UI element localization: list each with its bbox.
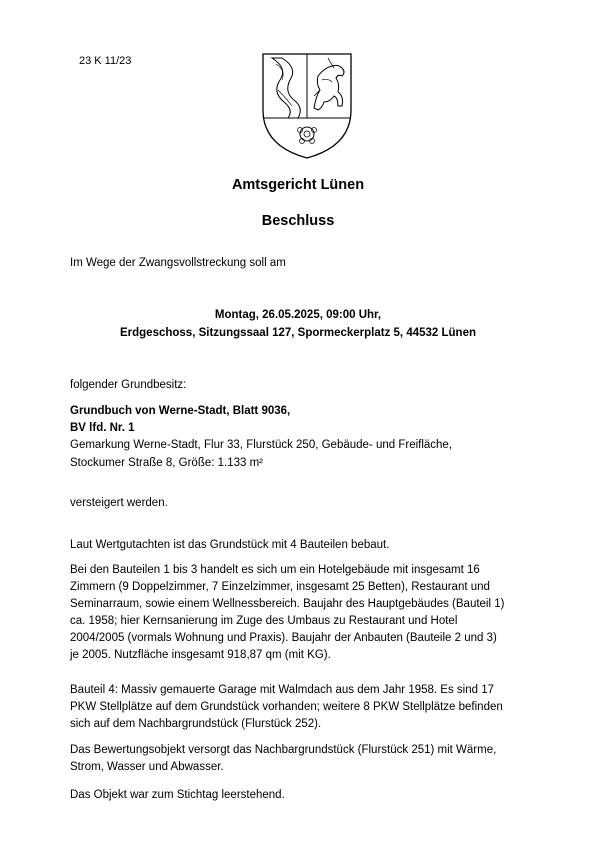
paragraph-line: je 2005. Nutzfläche insgesamt 918,87 qm (mit KG). bbox=[70, 649, 331, 661]
paragraph-line: Seminarraum, sowie einem Wellnessbereich. Baujahr des Hauptgebäudes (Bauteil 1) bbox=[70, 598, 505, 610]
details-paragraph-5: Das Objekt war zum Stichtag leerstehend. bbox=[70, 789, 285, 801]
paragraph-line: 2004/2005 (vormals Wohnung und Praxis). Baujahr der Anbauten (Bauteile 2 und 3) bbox=[70, 632, 497, 644]
appointment-datetime: Montag, 26.05.2025, 09:00 Uhr, bbox=[214, 309, 382, 321]
coat-of-arms-emblem bbox=[258, 50, 356, 162]
appointment-location: Erdgeschoss, Sitzungssaal 127, Spormeckerplatz 5, 44532 Lünen bbox=[119, 327, 476, 339]
paragraph-line: ca. 1958; hier Kernsanierung im Zuge des Umbaus zu Restaurant und Hotel bbox=[70, 615, 458, 627]
paragraph-line: sich auf dem Nachbargrundstück (Flurstück 252). bbox=[70, 718, 322, 730]
property-description-line: Gemarkung Werne-Stadt, Flur 33, Flurstück 250, Gebäude- und Freifläche, bbox=[70, 439, 453, 451]
court-name: Amtsgericht Lünen bbox=[231, 177, 365, 193]
details-paragraph-4 bbox=[70, 742, 540, 776]
details-paragraph-2 bbox=[70, 562, 540, 664]
register-entry: BV lfd. Nr. 1 bbox=[70, 422, 135, 434]
auction-statement: versteigert werden. bbox=[70, 497, 168, 509]
property-lead: folgender Grundbesitz: bbox=[70, 379, 187, 391]
paragraph-line: Bauteil 4: Massiv gemauerte Garage mit Walmdach aus dem Jahr 1958. Es sind 17 bbox=[70, 684, 495, 696]
paragraph-line: Zimmern (9 Doppelzimmer, 7 Einzelzimmer, insgesamt 25 Betten), Restaurant und bbox=[70, 581, 490, 593]
paragraph-line: PKW Stellplätze auf dem Grundstück vorhanden; weitere 8 PKW Stellplätze befinden bbox=[70, 701, 503, 713]
details-paragraph-1: Laut Wertgutachten ist das Grundstück mit 4 Bauteilen bebaut. bbox=[70, 539, 390, 551]
document-title: Beschluss bbox=[261, 213, 335, 229]
intro-text: Im Wege der Zwangsvollstreckung soll am bbox=[70, 257, 286, 269]
details-paragraph-3 bbox=[70, 682, 540, 733]
paragraph-line: Das Bewertungsobjekt versorgt das Nachbargrundstück (Flurstück 251) mit Wärme, bbox=[70, 744, 497, 756]
land-register: Grundbuch von Werne-Stadt, Blatt 9036, bbox=[70, 405, 291, 417]
paragraph-line: Bei den Bauteilen 1 bis 3 handelt es sich um ein Hotelgebäude mit insgesamt 16 bbox=[70, 564, 480, 576]
case-number: 23 K 11/23 bbox=[79, 55, 132, 67]
paragraph-line: Strom, Wasser und Abwasser. bbox=[70, 761, 224, 773]
property-description-line: Stockumer Straße 8, Größe: 1.133 m² bbox=[70, 457, 264, 469]
